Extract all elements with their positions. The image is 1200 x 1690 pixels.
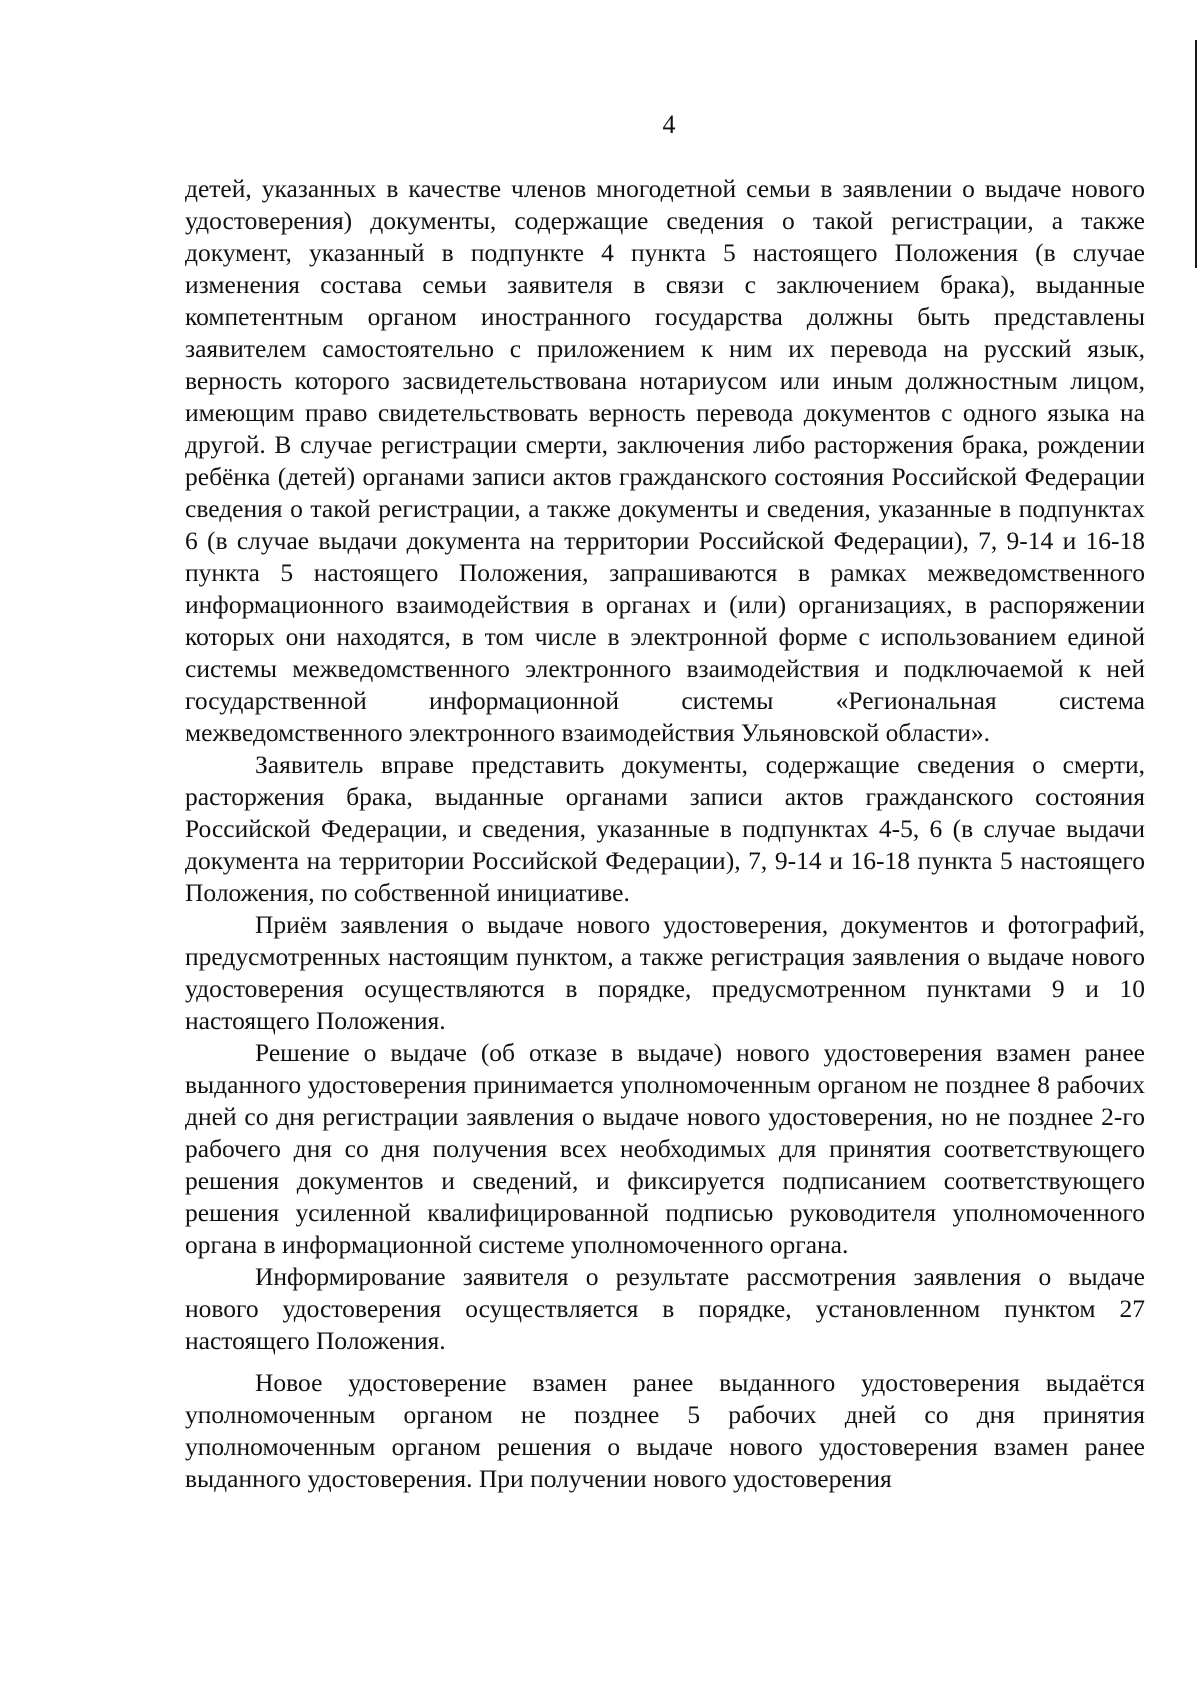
- paragraph-4: Решение о выдаче (об отказе в выдаче) нового удостоверения взамен ранее выданного удостоверения принимается уполномоченным органом не позднее 8 рабочих дней со дня регистрации заявления о выдаче нового удостоверения, но не позднее 2-го рабочего дня со дня получения всех необходимых для принятия соответствующего решения документов и сведений, и фиксируется подписанием соответствующего решения усиленной квалифицированной подписью руководителя уполномоченного органа в информационной системе уполномоченного органа.: [185, 1038, 1145, 1259]
- page-number: 4: [662, 110, 676, 139]
- paragraph-6: Новое удостоверение взамен ранее выданного удостоверения выдаётся уполномоченным органом не позднее 5 рабочих дней со дня принятия уполномоченным органом решения о выдаче нового удостоверения взамен ранее выданного удостоверения. При получении нового удостоверения: [185, 1368, 1145, 1493]
- paragraph-1: детей, указанных в качестве членов многодетной семьи в заявлении о выдаче нового удостоверения) документы, содержащие сведения о такой регистрации, а также документ, указанный в подпункте 4 пункта 5 настоящего Положения (в случае изменения состава семьи заявителя в связи с заключением брака), выданные компетентным органом иностранного государства должны быть представлены заявителем самостоятельно с приложением к ним их перевода на русский язык, верность которого засвидетельствована нотариусом или иным должностным лицом, имеющим право свидетельствовать верность перевода документов с одного языка на другой. В случае регистрации смерти, заключения либо расторжения брака, рождении ребёнка (детей) органами записи актов гражданского состояния Российской Федерации сведения о такой регистрации, а также документы и сведения, указанные в подпунктах 6 (в случае выдачи документа на территории Российской Федерации), 7, 9-14 и 16-18 пункта 5 настоящего Положения, запрашиваются в рамках межведомственного информационного взаимодействия в органах и (или) организациях, в распоряжении которых они находятся, в том числе в электронной форме с использованием единой системы межведомственного электронного взаимодействия и подключаемой к ней государственной информационной системы «Региональная система межведомственного электронного взаимодействия Ульяновской области».: [185, 174, 1145, 747]
- document-body: [185, 173, 1145, 1495]
- paragraph-5: Информирование заявителя о результате рассмотрения заявления о выдаче нового удостоверения осуществляется в порядке, установленном пунктом 27 настоящего Положения.: [185, 1262, 1145, 1355]
- paragraph-2: Заявитель вправе представить документы, содержащие сведения о смерти, расторжения брака, выданные органами записи актов гражданского состояния Российской Федерации, и сведения, указанные в подпунктах 4-5, 6 (в случае выдачи документа на территории Российской Федерации), 7, 9-14 и 16-18 пункта 5 настоящего Положения, по собственной инициативе.: [185, 750, 1145, 907]
- page-edge-line: [1195, 40, 1197, 268]
- paragraph-3: Приём заявления о выдаче нового удостоверения, документов и фотографий, предусмотренных настоящим пунктом, а также регистрация заявления о выдаче нового удостоверения осуществляются в порядке, предусмотренном пунктами 9 и 10 настоящего Положения.: [185, 910, 1145, 1035]
